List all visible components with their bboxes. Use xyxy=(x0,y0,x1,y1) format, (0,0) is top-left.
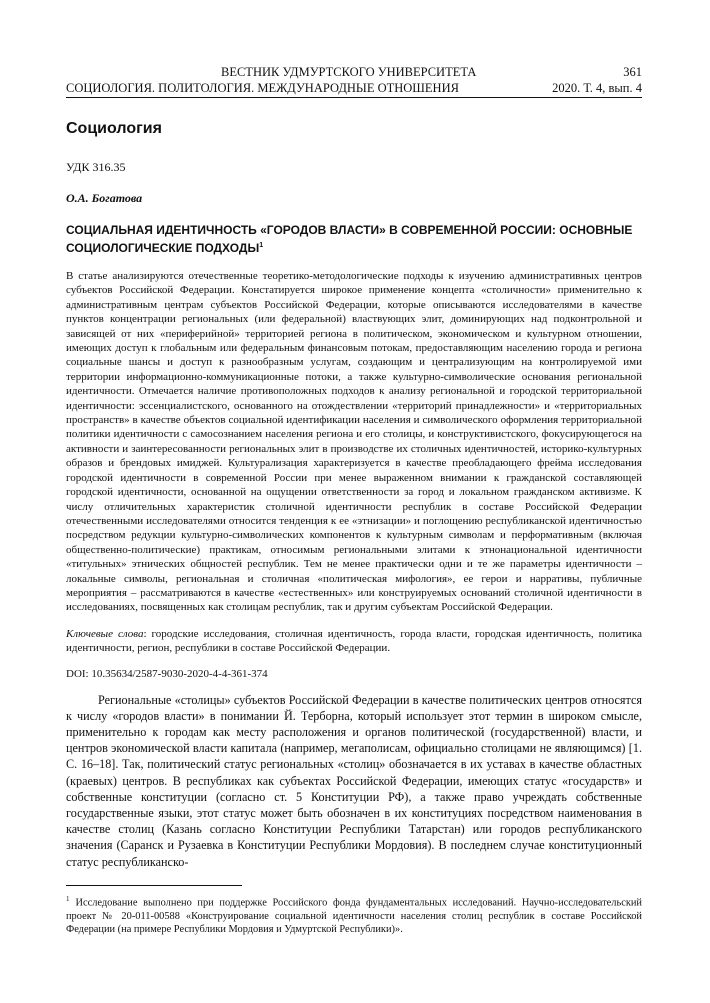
keywords xyxy=(66,627,642,656)
footnote-divider xyxy=(66,885,242,886)
footnote xyxy=(66,893,642,937)
keywords-label: Ключевые слова xyxy=(66,627,144,640)
header-divider xyxy=(66,97,642,98)
author-name: О.А. Богатова xyxy=(66,191,143,205)
footnote-mark: 1 xyxy=(66,895,70,903)
udk-code: УДК 316.35 xyxy=(66,160,126,174)
article-page xyxy=(66,64,642,870)
volume-info: 2020. Т. 4, вып. 4 xyxy=(552,81,642,95)
running-header xyxy=(66,64,642,80)
title-footnote-mark: 1 xyxy=(259,242,264,249)
article-title-text: СОЦИАЛЬНАЯ ИДЕНТИЧНОСТЬ «ГОРОДОВ ВЛАСТИ» В СОВРЕМЕННОЙ РОССИИ: ОСНОВНЫЕ СОЦИОЛОГИЧЕСКИЕ ПОДХОДЫ xyxy=(66,223,633,255)
article-title xyxy=(66,223,642,256)
abstract: В статье анализируются отечественные теоретико-методологические подходы к изучению административных центров субъектов Российской Федерации. Констатируется широкое применение концепта «столичности» применительно к административным центрам субъектов Российской Федерации, которые описываются исследователями в качестве пунктов концентрации региональных (или федеральной) властвующих элит, доминирующих над подконтрольной и зависящей от них «периферийной» территорией региона в политическом, экономическом и культурном отношении, имеющих доступ к глобальным или федеральным финансовым потокам, предоставляющим населению города и региона социальные шансы и доступ к разнообразным услугам, создающим и централизующим на контролируемой ими территории информационно-коммуникационные потоки, а также культурно-символические основания региональной идентичности. Отмечается наличие противоположных подходов к анализу региональной и городской территориальной идентичности: эссенциалистского, основанного на отождествлении «территорий принадлежности» и «территориальных пространств» в качестве объектов социальной идентификации населения и символического оформления территориальной политики идентичности с самосознанием населения региона и его столицы, и конструктивистского, фокусирующегося на активности и заинтересованности региональных элит в производстве их столичных идентичностей, историко-культурных образов и брендовых имиджей. Культурализация характеризуется в качестве преобладающего фрейма исследования городской идентичности в современной России при менее выраженном внимании к гражданской составляющей городской идентичности, основанной на ощущении ответственности за город и локальном гражданском активизме. К числу отличительных характеристик столичной идентичности республик в составе Российской Федерации отечественными исследователями относится тенденция к ее «этнизации» и поглощению республиканской идентичностью посредством редукции культурно-символических компонентов к культурным символам и перформативным (включая общественно-политические) практикам, относимым региональными элитами к этнонациональной идентичности «титульных» этнических общностей республик. Тем не менее практически одни и те же параметры идентичности – локальные символы, региональная и столичная «политическая мифология», ее герои и нарративы, публичные мероприятия – рассматриваются в качестве «естественных» или конструируемых оснований столичной идентичности в исследованиях, посвященных как столицам республик, так и другим субъектам Российской Федерации. xyxy=(66,270,642,614)
keywords-text: : городские исследования, столичная идентичность, города власти, городская идентичность, политика идентичности, регион, республики в составе Российской Федерации. xyxy=(66,627,642,655)
footnote-text: Исследование выполнено при поддержке Российского фонда фундаментальных исследований. Научно-исследовательский проект № 20-011-00588 «Конструирование социальной идентичности населения столиц республик в составе Российской Федерации (на примере Республики Мордовия и Удмуртской Республики)». xyxy=(66,897,642,936)
body-paragraph: Региональные «столицы» субъектов Российской Федерации в качестве политических центров относятся к числу «городов власти» в понимании Й. Терборна, который использует этот термин в широком смысле, применительно к городам как месту расположения и органов политической (государственной) власти, и центров экономической власти капитала (например, мегаполисам, официально столицами не являющимся) [1. С. 16–18]. Так, политический статус региональных «столиц» обозначается в их уставах в качестве областных (краевых) центров. В республиках как субъектах Российской Федерации, имеющих статус «государств» и собственные конституции (согласно ст. 5 Конституции РФ), а также право учреждать собственные государственные языки, этот статус может быть обозначен в их конституциях посредством наименования в качестве столиц (Казань согласно Конституции Республики Татарстан) или городов республиканского значения (Саранск и Рузаевка в Конституции Республики Мордовия). В последнем случае конституционный статус республиканско- xyxy=(66,692,642,869)
doi: DOI: 10.35634/2587-9030-2020-4-4-361-374 xyxy=(66,667,268,680)
section-heading: Социология xyxy=(66,120,162,137)
page-number: 361 xyxy=(623,65,642,79)
series-name: СОЦИОЛОГИЯ. ПОЛИТОЛОГИЯ. МЕЖДУНАРОДНЫЕ ОТНОШЕНИЯ xyxy=(66,81,459,95)
running-header-series xyxy=(66,80,642,96)
journal-name: ВЕСТНИК УДМУРТСКОГО УНИВЕРСИТЕТА xyxy=(221,65,477,79)
